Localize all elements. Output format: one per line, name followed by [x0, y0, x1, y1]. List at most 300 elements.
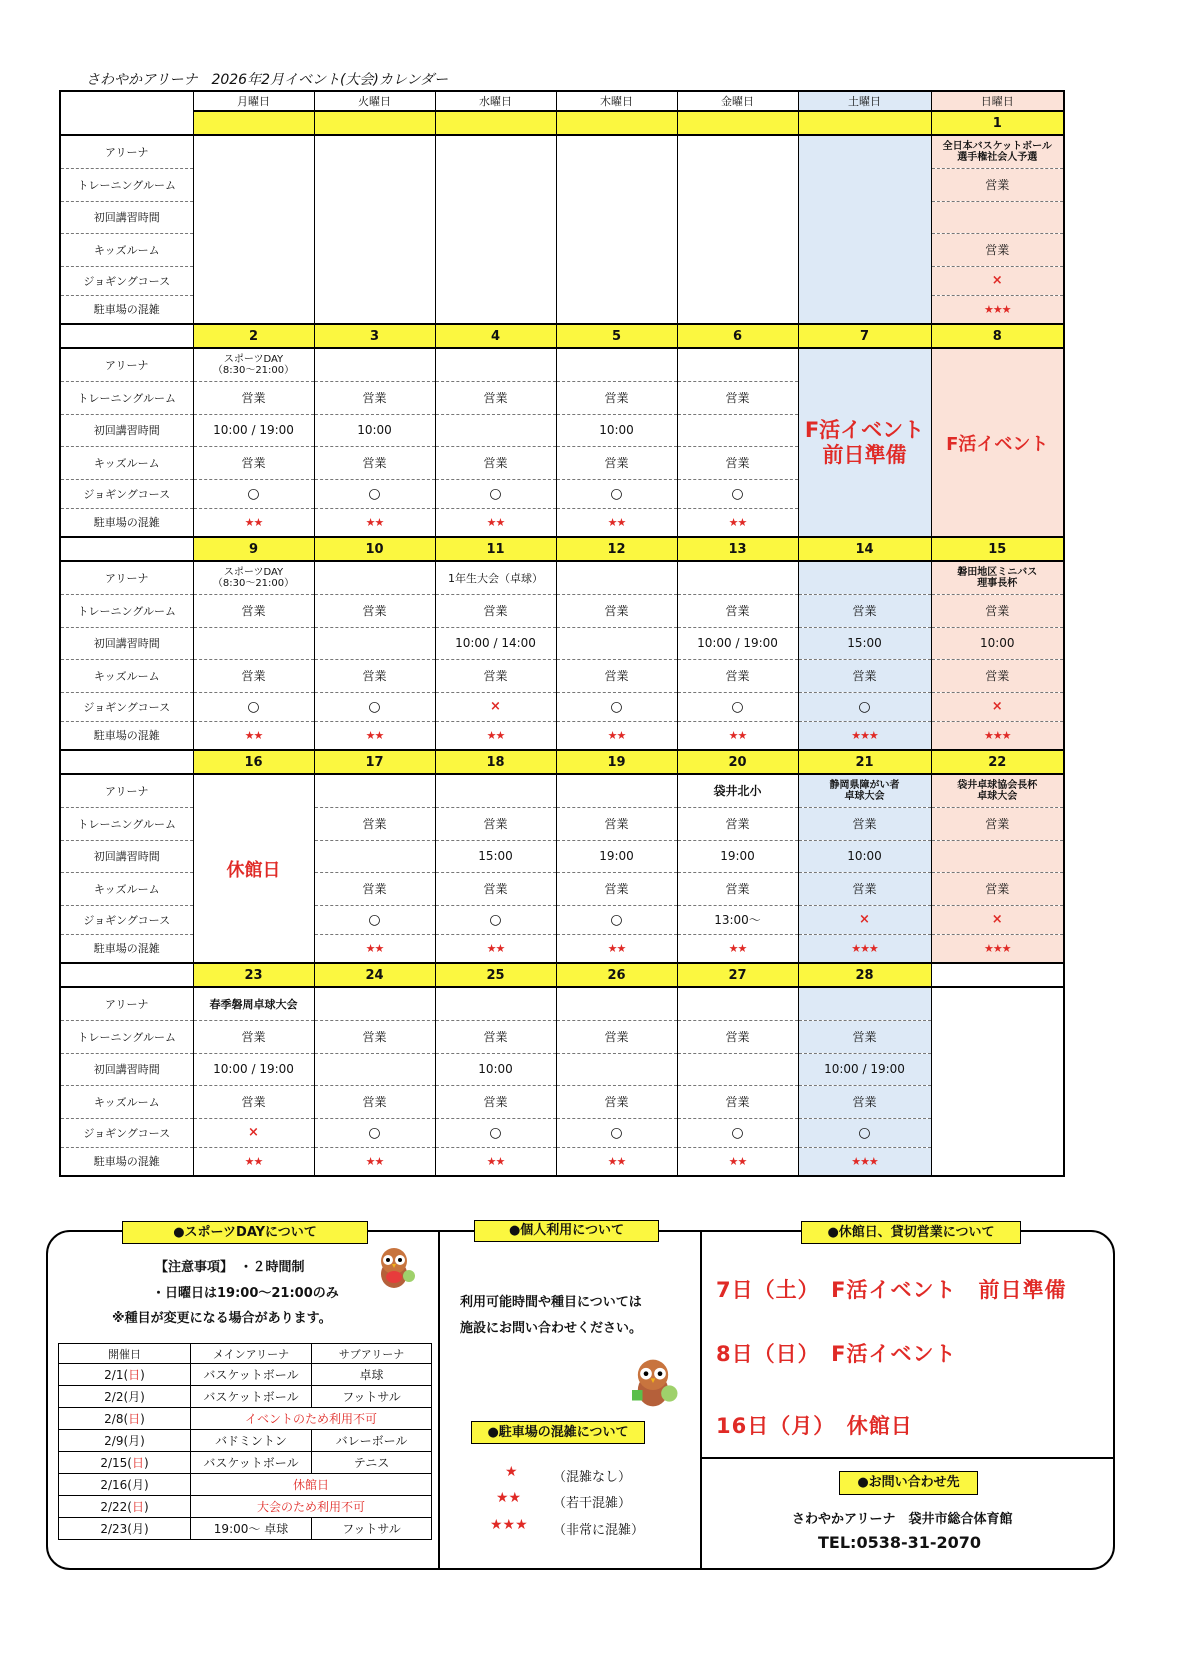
- legend-stars: [490, 1517, 528, 1533]
- table-cell: [435, 479, 556, 508]
- cell-value: 営業: [556, 381, 677, 414]
- cell-value: ○: [610, 698, 623, 715]
- cell-value: ★★: [728, 942, 747, 956]
- cell-value: ★★★: [983, 729, 1011, 743]
- cell-value: 10:00 / 19:00: [677, 627, 798, 659]
- table-row: [60, 692, 1064, 721]
- f-event: F活イベント: [931, 348, 1064, 537]
- weekday-mon: 月曜日: [193, 91, 314, 111]
- cell-value: 10:00: [798, 840, 931, 872]
- cell-value: 営業: [798, 1020, 931, 1053]
- cell-value: [556, 627, 677, 659]
- page-title: さわやかアリーナ 2026年2月イベント(大会)カレンダー: [86, 72, 448, 88]
- table-cell: [677, 111, 798, 135]
- cell-value: ○: [610, 1124, 623, 1141]
- table-cell: [435, 135, 556, 324]
- sportsday-heading: ●スポーツDAYについて: [122, 1221, 368, 1244]
- cell-value: 営業: [193, 594, 314, 627]
- cell-value: ★★: [607, 1155, 626, 1169]
- table-cell: [931, 934, 1064, 963]
- row-label: アリーナ: [60, 348, 193, 381]
- cell-value: 19: [556, 750, 677, 774]
- week5-date-row: [60, 963, 1064, 987]
- cell-value: 15:00: [435, 840, 556, 872]
- table-cell: [931, 987, 1064, 1176]
- cell-value: 2/22(: [100, 1500, 132, 1514]
- cell-value: [314, 840, 435, 872]
- row-label: ジョギングコース: [60, 1118, 193, 1147]
- cell-value: [798, 561, 931, 594]
- cell-value: イベントのため利用不可: [191, 1408, 432, 1430]
- row-label: キッズルーム: [60, 1085, 193, 1118]
- cell-value: 営業: [314, 1020, 435, 1053]
- row-label: ジョギングコース: [60, 266, 193, 295]
- cell-value: ○: [731, 1124, 744, 1141]
- cell-value: ★★: [728, 516, 747, 530]
- f-event-prep: F活イベント 前日準備: [798, 348, 931, 537]
- cell-value: 営業: [556, 807, 677, 840]
- date-cell: 1: [931, 111, 1064, 135]
- row-label: トレーニングルーム: [60, 594, 193, 627]
- cell-value: 営業: [677, 872, 798, 905]
- closures-heading: ●休館日、貸切営業について: [801, 1221, 1021, 1244]
- cell-value: 営業: [435, 807, 556, 840]
- weekday-sun: 日曜日: [931, 91, 1064, 111]
- header-corner: [60, 91, 193, 135]
- cell-value: ×: [991, 912, 1003, 927]
- table-cell: [556, 692, 677, 721]
- cell-value: ): [143, 1500, 149, 1514]
- cell-value: ×: [248, 1125, 259, 1140]
- sportsday-schedule-table: [58, 1343, 432, 1540]
- table-cell: [677, 1147, 798, 1176]
- table-cell: [314, 905, 435, 934]
- column-header: メインアリーナ: [191, 1344, 312, 1364]
- table-cell: [314, 111, 435, 135]
- sportsday-note: ・日曜日は19:00～21:00のみ: [152, 1286, 339, 1301]
- row-label: 駐車場の混雑: [60, 508, 193, 537]
- cell-value: 卓球: [312, 1364, 432, 1386]
- table-cell: [314, 692, 435, 721]
- cell-value: [435, 987, 556, 1020]
- table-row: [60, 659, 1064, 692]
- contact-name: さわやかアリーナ 袋井市総合体育館: [792, 1512, 1013, 1527]
- column-header: 開催日: [59, 1344, 191, 1364]
- cell-value: 15: [931, 537, 1064, 561]
- legend-stars: [496, 1490, 521, 1506]
- cell-value: 11: [435, 537, 556, 561]
- table-cell: [435, 508, 556, 537]
- weekday-tue: 火曜日: [314, 91, 435, 111]
- panel-divider: [700, 1230, 702, 1570]
- cell-value: [677, 414, 798, 446]
- cell-value: 19:00: [677, 840, 798, 872]
- table-cell: [435, 905, 556, 934]
- table-cell: [314, 479, 435, 508]
- cell-value: ○: [858, 698, 871, 715]
- cell-value: 営業: [556, 1020, 677, 1053]
- cell-value: 20: [677, 750, 798, 774]
- cell-value: 営業: [931, 807, 1064, 840]
- cell-value: 2/2(月): [59, 1386, 191, 1408]
- cell-value: ○: [368, 698, 381, 715]
- cell-value: ○: [731, 485, 744, 502]
- owl-mascot-icon: [372, 1244, 416, 1292]
- panel-divider: [700, 1457, 1115, 1459]
- cell-value: 営業: [798, 807, 931, 840]
- cell-value: [556, 774, 677, 807]
- cell-value: 大会のため利用不可: [191, 1496, 432, 1518]
- cell-value: 日: [128, 1368, 141, 1382]
- cell-value: 営業: [556, 594, 677, 627]
- table-row: [59, 1364, 432, 1386]
- cell-value: 13: [677, 537, 798, 561]
- cell-value: 営業: [435, 594, 556, 627]
- cell-value: 23: [193, 963, 314, 987]
- sportsday-note: ※種目が変更になる場合があります。: [112, 1311, 332, 1326]
- table-cell: [60, 750, 193, 774]
- cell-value: 営業: [314, 446, 435, 479]
- cell-value: ): [140, 1412, 145, 1426]
- table-row: [60, 1085, 1064, 1118]
- event-cell: 静岡県障がい者 卓球大会: [798, 774, 931, 807]
- table-cell: [435, 1147, 556, 1176]
- contact-tel: TEL:0538-31-2070: [818, 1533, 982, 1552]
- row-label: 駐車場の混雑: [60, 721, 193, 750]
- cell-value: 2/16(月): [59, 1474, 191, 1496]
- table-row: [59, 1496, 432, 1518]
- cell-value: 16: [193, 750, 314, 774]
- week4-date-row: [60, 750, 1064, 774]
- cell-value: [677, 1053, 798, 1085]
- table-cell: [556, 508, 677, 537]
- cell-value: 25: [435, 963, 556, 987]
- sportsday-note: 【注意事項】 ・２時間制: [155, 1260, 305, 1275]
- cell-value: ★★★: [851, 1155, 878, 1169]
- cell-value: ★★: [244, 729, 263, 743]
- table-cell: [931, 266, 1064, 295]
- table-cell: [798, 1147, 931, 1176]
- table-cell: [556, 934, 677, 963]
- cell-value: ★★★: [851, 729, 878, 743]
- cell-value: 営業: [556, 659, 677, 692]
- cell-value: [677, 987, 798, 1020]
- status-cell: 営業: [931, 168, 1064, 201]
- cell-value: 営業: [677, 807, 798, 840]
- table-cell: [677, 348, 798, 381]
- cell-value: ○: [858, 1124, 871, 1141]
- cell-value: 営業: [435, 659, 556, 692]
- date-cell: 7: [798, 324, 931, 348]
- date-cell: 6: [677, 324, 798, 348]
- cell-value: [931, 840, 1064, 872]
- cell-value: 営業: [798, 872, 931, 905]
- table-cell: [314, 1118, 435, 1147]
- week2-date-row: [60, 324, 1064, 348]
- cell-value: [314, 774, 435, 807]
- cell-value: [314, 627, 435, 659]
- table-cell: [677, 721, 798, 750]
- date-cell: 3: [314, 324, 435, 348]
- cell-value: ○: [610, 911, 623, 928]
- cell-value: 営業: [435, 446, 556, 479]
- table-cell: [677, 479, 798, 508]
- cell-value: 日: [128, 1412, 141, 1426]
- table-row: [59, 1386, 432, 1408]
- table-cell: [435, 111, 556, 135]
- legend-label: （非常に混雑）: [553, 1523, 645, 1538]
- cell-value: ○: [247, 698, 260, 715]
- table-row: [60, 774, 1064, 807]
- cell-value: 10: [314, 537, 435, 561]
- table-cell: [314, 1147, 435, 1176]
- event-cell: 1年生大会（卓球）: [435, 561, 556, 594]
- personal-heading: ●個人利用について: [474, 1220, 659, 1242]
- row-label: ジョギングコース: [60, 479, 193, 508]
- personal-text: 施設にお問い合わせください。: [460, 1321, 643, 1336]
- cell-value: 19:00～ 卓球: [191, 1518, 312, 1540]
- table-cell: [314, 348, 435, 381]
- row-label: ジョギングコース: [60, 905, 193, 934]
- cell-value: 営業: [435, 1020, 556, 1053]
- cell-value: 営業: [677, 659, 798, 692]
- cell-value: ): [140, 1368, 145, 1382]
- cell-value: 10:00 / 19:00: [193, 414, 314, 446]
- weekday-sat: 土曜日: [798, 91, 931, 111]
- table-row: [60, 987, 1064, 1020]
- row-label: アリーナ: [60, 987, 193, 1020]
- table-row: [59, 1344, 432, 1364]
- row-label: キッズルーム: [60, 872, 193, 905]
- table-cell: [556, 348, 677, 381]
- closed-day: 休館日: [193, 774, 314, 963]
- cell-value: 10:00: [931, 627, 1064, 659]
- table-cell: [931, 721, 1064, 750]
- cell-value: 営業: [314, 659, 435, 692]
- table-cell: [931, 201, 1064, 233]
- table-cell: [556, 479, 677, 508]
- cell-value: ★★: [486, 1155, 505, 1169]
- cell-value: バスケットボール: [191, 1452, 312, 1474]
- cell-value: 27: [677, 963, 798, 987]
- cell-value: 営業: [677, 1085, 798, 1118]
- legend-label: （混雑なし）: [553, 1470, 632, 1485]
- table-cell: [798, 721, 931, 750]
- cell-value: ○: [489, 1124, 502, 1141]
- cell-value: ★★: [365, 729, 384, 743]
- cell-value: 営業: [931, 872, 1064, 905]
- table-row: [60, 594, 1064, 627]
- row-label: アリーナ: [60, 774, 193, 807]
- cell-value: [435, 774, 556, 807]
- table-row: [60, 561, 1064, 594]
- cell-value: 2/8(: [104, 1412, 129, 1426]
- row-label: 初回講習時間: [60, 201, 193, 233]
- weekday-thu: 木曜日: [556, 91, 677, 111]
- table-cell: [798, 1118, 931, 1147]
- event-calendar: [59, 90, 1065, 1177]
- cell-value: 2/1(: [104, 1368, 129, 1382]
- cell-value: バスケットボール: [191, 1364, 312, 1386]
- cell-value: 営業: [314, 1085, 435, 1118]
- table-cell: [59, 1408, 191, 1430]
- table-cell: [798, 934, 931, 963]
- cell-value: ★: [505, 1464, 518, 1480]
- cell-value: 営業: [798, 594, 931, 627]
- table-cell: [59, 1452, 191, 1474]
- cell-value: 営業: [193, 446, 314, 479]
- cell-value: 営業: [677, 1020, 798, 1053]
- table-cell: [931, 692, 1064, 721]
- cell-value: 営業: [556, 446, 677, 479]
- cell-value: 14: [798, 537, 931, 561]
- cell-value: 営業: [556, 1085, 677, 1118]
- cell-value: 日: [131, 1456, 144, 1470]
- week1-date-row: [60, 111, 1064, 135]
- cell-value: ★★: [607, 942, 626, 956]
- table-cell: [60, 537, 193, 561]
- cell-value: 10:00: [556, 414, 677, 446]
- cell-value: ○: [368, 911, 381, 928]
- cell-value: 18: [435, 750, 556, 774]
- table-cell: [193, 135, 314, 324]
- cell-value: 営業: [193, 1020, 314, 1053]
- cell-value: ★★: [486, 516, 505, 530]
- table-row: [60, 627, 1064, 659]
- cell-value: ○: [610, 485, 623, 502]
- table-cell: [556, 721, 677, 750]
- row-label: キッズルーム: [60, 233, 193, 266]
- table-cell: [59, 1496, 191, 1518]
- week3-date-row: [60, 537, 1064, 561]
- cell-value: [556, 1053, 677, 1085]
- cell-value: 営業: [314, 594, 435, 627]
- cell-value: ★★: [607, 516, 626, 530]
- table-cell: [193, 508, 314, 537]
- parking-stars: ★★★: [983, 303, 1011, 317]
- table-row: [60, 1118, 1064, 1147]
- table-row: [59, 1452, 432, 1474]
- cell-value: 営業: [314, 872, 435, 905]
- cell-value: 26: [556, 963, 677, 987]
- row-label: トレーニングルーム: [60, 168, 193, 201]
- row-label: キッズルーム: [60, 659, 193, 692]
- week1-arena-row: [60, 135, 1064, 168]
- cell-value: [314, 561, 435, 594]
- cell-value: ★★: [365, 1155, 384, 1169]
- cell-value: [193, 627, 314, 659]
- table-cell: [314, 934, 435, 963]
- row-label: 初回講習時間: [60, 1053, 193, 1085]
- event-cell: 春季磐周卓球大会: [193, 987, 314, 1020]
- row-label: アリーナ: [60, 135, 193, 168]
- cell-value: バレーボール: [312, 1430, 432, 1452]
- cell-value: 28: [798, 963, 931, 987]
- cell-value: ○: [489, 911, 502, 928]
- cell-value: ×: [991, 699, 1003, 714]
- date-cell: 4: [435, 324, 556, 348]
- row-label: ジョギングコース: [60, 692, 193, 721]
- row-label: アリーナ: [60, 561, 193, 594]
- cell-value: 9: [193, 537, 314, 561]
- event-cell: 全日本バスケットボール 選手権社会人予選: [931, 135, 1064, 168]
- cell-value: [314, 987, 435, 1020]
- table-cell: [193, 111, 314, 135]
- table-cell: [60, 324, 193, 348]
- cell-value: [435, 414, 556, 446]
- table-row: [60, 1053, 1064, 1085]
- cell-value: ○: [368, 1124, 381, 1141]
- cell-value: ): [143, 1456, 149, 1470]
- row-label: トレーニングルーム: [60, 381, 193, 414]
- row-label: 初回講習時間: [60, 414, 193, 446]
- cell-value: フットサル: [312, 1386, 432, 1408]
- cell-value: 営業: [931, 659, 1064, 692]
- table-cell: [677, 934, 798, 963]
- cell-value: 営業: [677, 594, 798, 627]
- cell-value: ○: [247, 485, 260, 502]
- closure-line: 8日（日） F活イベント: [716, 1342, 957, 1366]
- cell-value: 営業: [556, 872, 677, 905]
- event-cell: 袋井卓球協会長杯 卓球大会: [931, 774, 1064, 807]
- table-cell: [193, 721, 314, 750]
- cell-value: 10:00: [314, 414, 435, 446]
- cell-value: 12: [556, 537, 677, 561]
- cell-value: ○: [489, 485, 502, 502]
- cell-value: [556, 987, 677, 1020]
- table-row: [59, 1430, 432, 1452]
- cell-value: 日: [131, 1500, 144, 1514]
- cell-value: ○: [368, 485, 381, 502]
- table-row: [59, 1474, 432, 1496]
- contact-heading: ●お問い合わせ先: [839, 1471, 978, 1495]
- cell-value: バドミントン: [191, 1430, 312, 1452]
- cell-value: 営業: [798, 659, 931, 692]
- owl-mascot-icon: [625, 1355, 681, 1411]
- table-row: [60, 1147, 1064, 1176]
- parking-legend-heading: ●駐車場の混雑について: [471, 1421, 645, 1444]
- panel-divider: [438, 1230, 440, 1570]
- table-row: [60, 348, 1064, 381]
- cell-value: 営業: [314, 807, 435, 840]
- cell-value: ★★: [244, 1155, 263, 1169]
- cell-value: ★★: [365, 942, 384, 956]
- weekday-wed: 水曜日: [435, 91, 556, 111]
- cell-value: 営業: [798, 1085, 931, 1118]
- table-cell: [193, 1147, 314, 1176]
- table-cell: [677, 692, 798, 721]
- cell-value: 営業: [193, 659, 314, 692]
- cell-value: 営業: [193, 381, 314, 414]
- personal-text: 利用可能時間や種目については: [460, 1295, 642, 1310]
- table-cell: [931, 905, 1064, 934]
- cell-value: ★★★: [490, 1517, 528, 1533]
- cell-value: 営業: [314, 381, 435, 414]
- table-cell: [435, 721, 556, 750]
- cell-value: テニス: [312, 1452, 432, 1474]
- table-cell: [931, 963, 1064, 987]
- cell-value: [798, 987, 931, 1020]
- cell-value: 22: [931, 750, 1064, 774]
- event-cell: 袋井北小: [677, 774, 798, 807]
- cell-value: ★★: [244, 516, 263, 530]
- cell-value: 営業: [677, 381, 798, 414]
- table-cell: [931, 295, 1064, 324]
- cell-value: バスケットボール: [191, 1386, 312, 1408]
- cell-value: ★★: [486, 942, 505, 956]
- cell-value: 10:00 / 19:00: [193, 1053, 314, 1085]
- table-row: [60, 721, 1064, 750]
